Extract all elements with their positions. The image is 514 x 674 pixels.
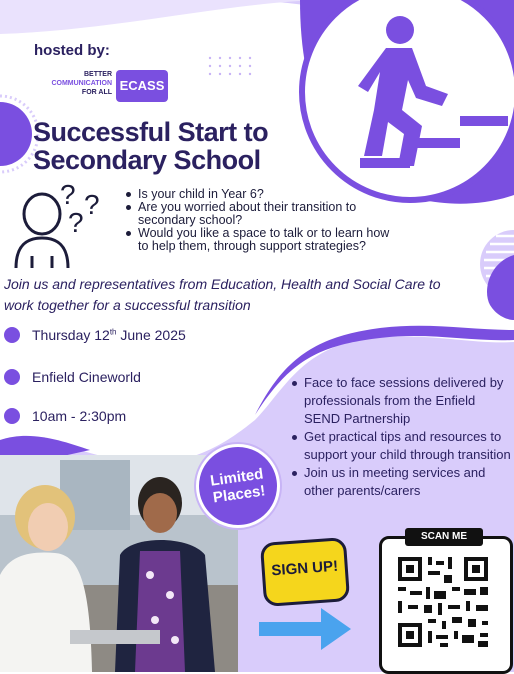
qr-code-icon [382,539,504,665]
scan-me-label: SCAN ME [405,528,483,546]
bullet-dot-icon [4,369,20,385]
event-venue [4,367,141,387]
page-title [33,118,268,174]
ecass-logo: ECASS [116,70,168,102]
logo-for-all: FOR ALL [81,89,112,96]
question-item: Are you worried about their transition to secondary school? [124,201,394,227]
detail-item: Join us in meeting services and other parents/carers [290,464,514,500]
detail-item: Face to face sessions delivered by professionals from the Enfield SEND Partnership [290,374,514,428]
hosted-by-label: hosted by: [34,42,110,59]
intro-text: Join us and representatives from Education, Health and Social Care to work together for a successful transition [4,276,441,313]
svg-text:?: ? [60,179,76,210]
logo-better: BETTER [84,71,112,78]
bullet-dot-icon [4,408,20,424]
event-venue-text: Enfield Cineworld [32,369,141,385]
stairs-climbing-person-icon [352,6,512,176]
event-time [4,406,126,426]
thinking-person-question-icon [10,176,110,268]
event-date-text: Thursday 12th June 2025 [32,327,186,343]
title-line-1: Successful Start to [33,117,269,147]
bullet-dot-icon [4,327,20,343]
question-list [124,188,394,253]
detail-item: Get practical tips and resources to support your child through transition [290,428,514,464]
details-list [290,374,514,500]
badge-line-1: Limited [209,465,265,490]
title-line-2: Secondary School [33,145,261,175]
badge-line-2: Places! [211,482,267,507]
event-time-text: 10am - 2:30pm [32,408,127,424]
qr-code-frame[interactable] [379,536,513,674]
event-date [4,325,186,345]
svg-text:?: ? [84,189,100,220]
sign-up-button[interactable]: SIGN UP! [260,537,350,607]
question-item: Is your child in Year 6? [124,188,394,201]
better-communication-logo [34,70,112,97]
question-item: Would you like a space to talk or to learn how to help them, through support strategies? [124,227,394,253]
svg-text:?: ? [68,207,84,238]
arrow-right-icon [255,604,355,654]
logo-communication: COMMUNICATION [51,80,112,87]
